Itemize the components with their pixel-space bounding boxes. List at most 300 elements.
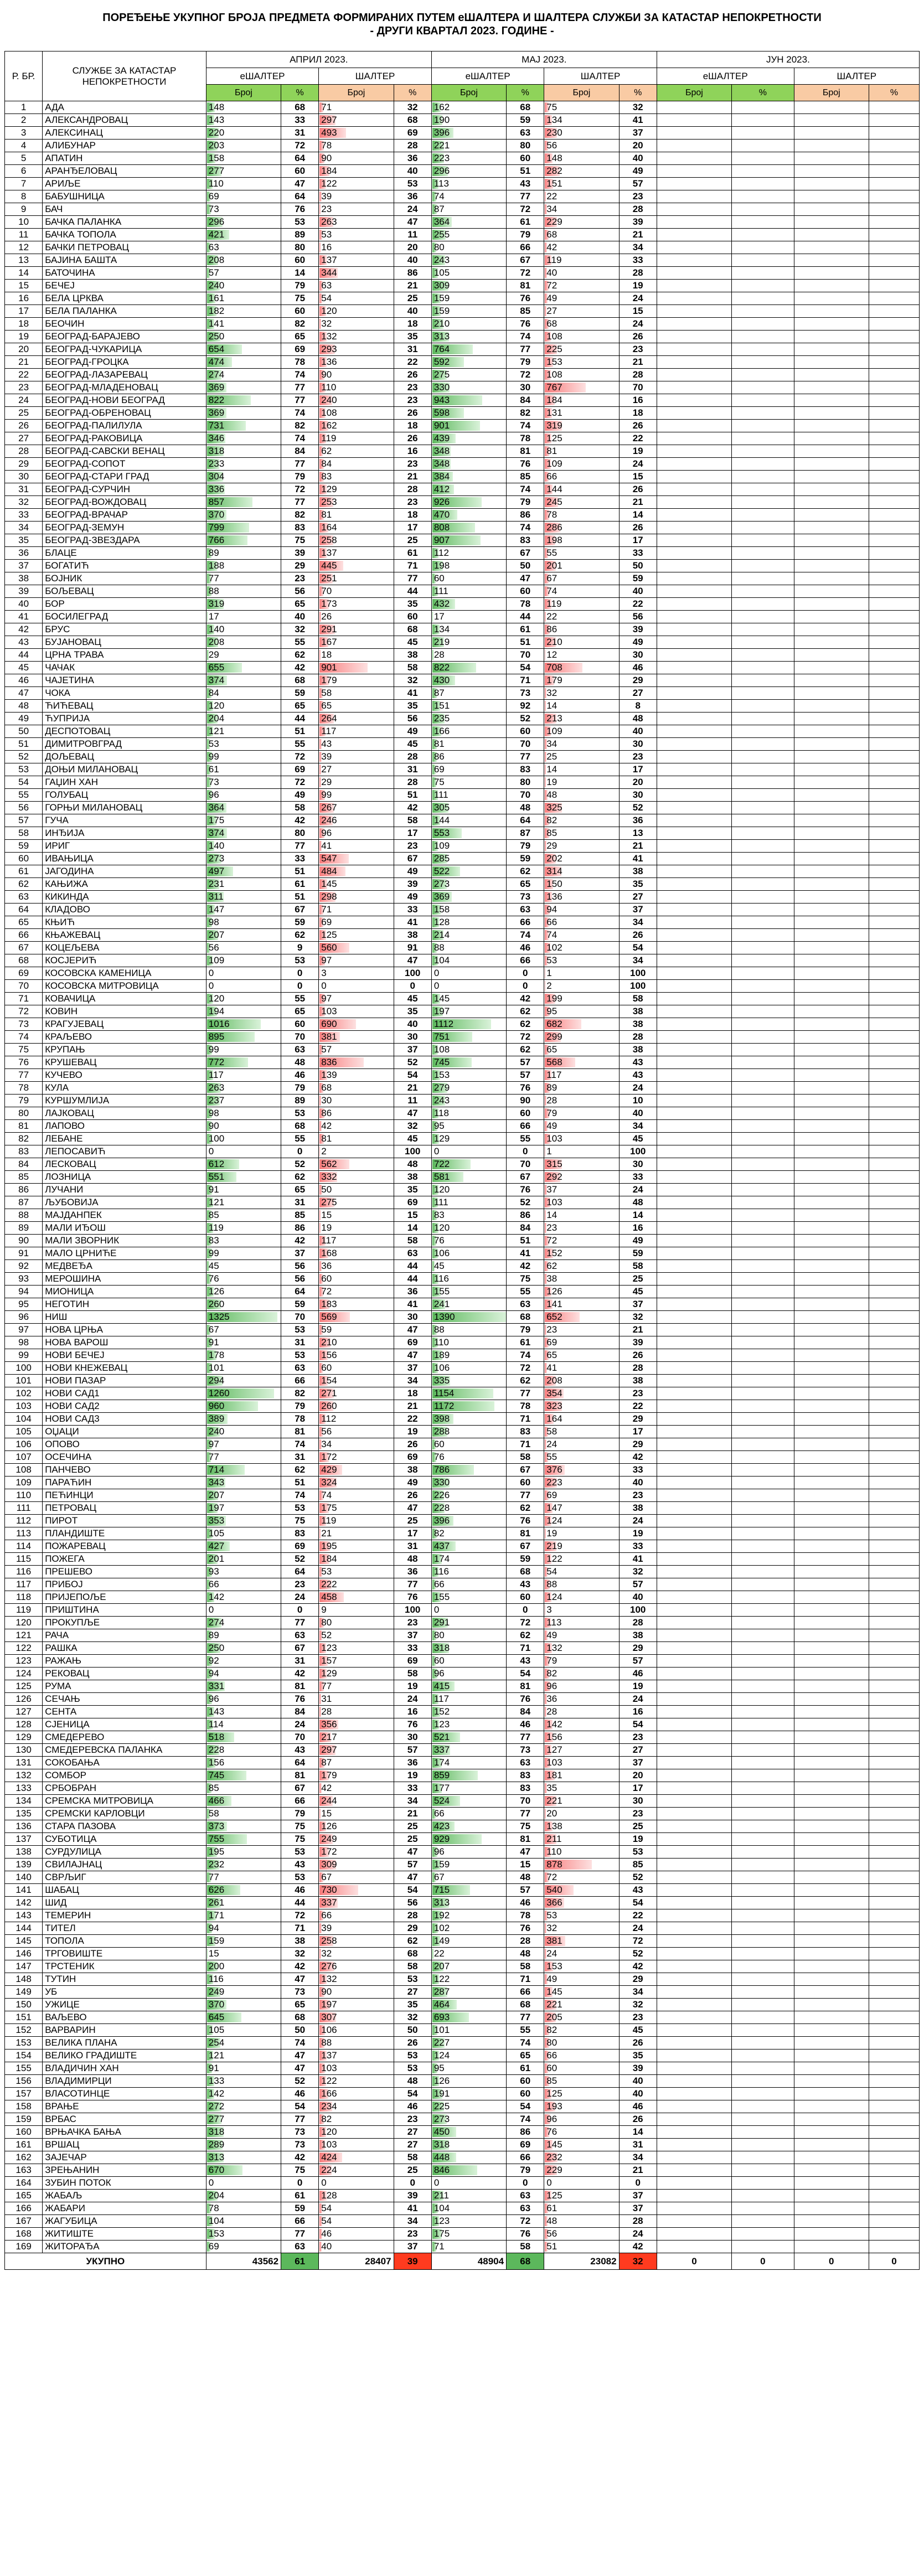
count-value: 323 xyxy=(546,1401,562,1411)
apr-esalter-count xyxy=(206,1744,281,1757)
june-empty-cell xyxy=(794,1731,869,1744)
june-empty-cell xyxy=(732,280,794,292)
apr-esalter-pct: 67 xyxy=(281,1782,319,1795)
june-empty-cell xyxy=(732,2062,794,2075)
june-empty-cell xyxy=(869,2088,919,2100)
june-empty-cell xyxy=(732,1757,794,1769)
may-salter-pct: 59 xyxy=(619,1247,657,1260)
count-value: 82 xyxy=(546,2025,558,2035)
june-empty-cell xyxy=(869,2139,919,2151)
apr-salter-pct: 31 xyxy=(394,343,431,356)
apr-salter-pct: 22 xyxy=(394,356,431,369)
june-empty-cell xyxy=(732,445,794,458)
may-esalter-pct: 72 xyxy=(507,1031,544,1044)
count-value: 90 xyxy=(208,1121,219,1131)
apr-salter-pct: 69 xyxy=(394,1336,431,1349)
may-salter-count xyxy=(544,1362,619,1375)
apr-salter-pct: 35 xyxy=(394,1005,431,1018)
service-name: ЧОКА xyxy=(43,687,207,700)
count-value: 253 xyxy=(321,497,337,507)
june-empty-cell xyxy=(732,1744,794,1757)
may-salter-count xyxy=(544,2011,619,2024)
june-empty-cell xyxy=(657,763,731,776)
count-value: 132 xyxy=(321,331,337,342)
june-empty-cell xyxy=(869,1018,919,1031)
apr-salter-count xyxy=(319,267,394,280)
apr-salter-count xyxy=(319,343,394,356)
june-empty-cell xyxy=(657,1706,731,1718)
june-empty-cell xyxy=(657,993,731,1005)
may-salter-pct: 39 xyxy=(619,2062,657,2075)
count-value: 103 xyxy=(321,2063,337,2073)
count-value: 166 xyxy=(321,2088,337,2099)
count-value: 46 xyxy=(321,2228,332,2239)
june-empty-cell xyxy=(732,853,794,865)
june-empty-cell xyxy=(657,776,731,789)
june-empty-cell xyxy=(869,1196,919,1209)
may-salter-pct: 34 xyxy=(619,1120,657,1133)
may-esalter-count xyxy=(431,1196,506,1209)
apr-esalter-count xyxy=(206,611,281,623)
apr-esalter-count xyxy=(206,1846,281,1859)
count-value: 88 xyxy=(433,942,445,953)
june-empty-cell xyxy=(869,203,919,216)
june-empty-cell xyxy=(794,305,869,318)
row-number: 62 xyxy=(5,878,43,891)
may-salter-count xyxy=(544,942,619,954)
may-esalter-count xyxy=(431,1273,506,1286)
row-number: 52 xyxy=(5,751,43,763)
count-value: 76 xyxy=(208,1273,219,1284)
count-value: 901 xyxy=(321,662,337,673)
june-empty-cell xyxy=(657,636,731,649)
row-number: 30 xyxy=(5,471,43,483)
june-empty-cell xyxy=(869,101,919,114)
june-empty-cell xyxy=(794,381,869,394)
may-salter-pct: 24 xyxy=(619,1184,657,1196)
apr-esalter-pct: 53 xyxy=(281,1871,319,1884)
service-name: СУРДУЛИЦА xyxy=(43,1846,207,1859)
count-value: 184 xyxy=(546,395,562,405)
count-value: 1112 xyxy=(433,1019,454,1029)
may-esalter-pct: 73 xyxy=(507,891,544,904)
june-empty-cell xyxy=(657,1846,731,1859)
may-esalter-pct: 42 xyxy=(507,993,544,1005)
apr-salter-count xyxy=(319,2088,394,2100)
apr-salter-pct: 69 xyxy=(394,1451,431,1464)
count-value: 57 xyxy=(208,267,219,278)
june-empty-cell xyxy=(794,980,869,993)
june-empty-cell xyxy=(794,751,869,763)
count-value: 181 xyxy=(546,1770,562,1780)
table-row xyxy=(5,496,920,509)
may-esalter-pct: 46 xyxy=(507,1718,544,1731)
may-salter-count xyxy=(544,1502,619,1515)
june-empty-cell xyxy=(732,827,794,840)
may-salter-count xyxy=(544,967,619,980)
count-value: 142 xyxy=(208,1592,225,1602)
service-name: КОСОВСКА КАМЕНИЦА xyxy=(43,967,207,980)
apr-esalter-count xyxy=(206,1808,281,1820)
count-value: 95 xyxy=(433,2063,445,2073)
count-value: 123 xyxy=(321,1643,337,1653)
count-value: 54 xyxy=(321,293,332,303)
table-row xyxy=(5,789,920,802)
june-empty-cell xyxy=(657,1591,731,1604)
june-empty-cell xyxy=(794,878,869,891)
may-esalter-pct: 81 xyxy=(507,1680,544,1693)
service-name: КУЛА xyxy=(43,1082,207,1095)
apr-esalter-count xyxy=(206,1005,281,1018)
count-value: 134 xyxy=(546,115,562,125)
june-empty-cell xyxy=(732,1808,794,1820)
row-number: 10 xyxy=(5,216,43,229)
may-esalter-count xyxy=(431,560,506,572)
service-name: НОВА ЦРЊА xyxy=(43,1324,207,1336)
count-value: 95 xyxy=(433,1121,445,1131)
june-empty-cell xyxy=(869,292,919,305)
apr-esalter-pct: 76 xyxy=(281,203,319,216)
apr-salter-pct: 47 xyxy=(394,1107,431,1120)
table-row xyxy=(5,458,920,471)
may-esalter-pct: 79 xyxy=(507,2164,544,2177)
service-name: БЕОГРАД-СТАРИ ГРАД xyxy=(43,471,207,483)
may-salter-pct: 14 xyxy=(619,509,657,522)
count-value: 77 xyxy=(208,1452,219,1462)
may-salter-pct: 56 xyxy=(619,611,657,623)
apr-esalter-pct: 42 xyxy=(281,814,319,827)
apr-salter-count xyxy=(319,713,394,725)
count-value: 67 xyxy=(546,573,558,584)
may-salter-count xyxy=(544,1846,619,1859)
june-empty-cell xyxy=(794,1668,869,1680)
may-esalter-count xyxy=(431,865,506,878)
row-number: 79 xyxy=(5,1095,43,1107)
june-empty-cell xyxy=(794,254,869,267)
may-esalter-pct: 74 xyxy=(507,522,544,534)
count-value: 243 xyxy=(433,255,450,265)
may-esalter-count xyxy=(431,572,506,585)
count-value: 540 xyxy=(546,1885,562,1895)
apr-esalter-count xyxy=(206,2100,281,2113)
apr-esalter-pct: 75 xyxy=(281,1833,319,1846)
apr-esalter-pct: 53 xyxy=(281,1349,319,1362)
table-row xyxy=(5,1578,920,1591)
count-value: 178 xyxy=(208,1350,225,1360)
count-value: 85 xyxy=(208,1210,219,1220)
may-esalter-count xyxy=(431,1031,506,1044)
may-salter-pct: 33 xyxy=(619,547,657,560)
may-salter-pct: 20 xyxy=(619,776,657,789)
apr-esalter-count xyxy=(206,127,281,140)
may-esalter-pct: 92 xyxy=(507,700,544,713)
june-empty-cell xyxy=(794,1655,869,1668)
count-value: 42 xyxy=(321,1783,332,1793)
june-empty-cell xyxy=(869,623,919,636)
june-empty-cell xyxy=(732,611,794,623)
apr-esalter-count xyxy=(206,2113,281,2126)
service-name: РЕКОВАЦ xyxy=(43,1668,207,1680)
june-empty-cell xyxy=(794,114,869,127)
count-value: 15 xyxy=(208,1948,219,1959)
apr-esalter-count xyxy=(206,509,281,522)
may-esalter-pct: 46 xyxy=(507,942,544,954)
row-number: 50 xyxy=(5,725,43,738)
may-esalter-pct: 90 xyxy=(507,1095,544,1107)
apr-esalter-pct: 68 xyxy=(281,674,319,687)
service-name: СМЕДЕРЕВСКА ПАЛАНКА xyxy=(43,1744,207,1757)
june-empty-cell xyxy=(869,636,919,649)
apr-esalter-count xyxy=(206,662,281,674)
apr-salter-pct: 26 xyxy=(394,369,431,381)
apr-salter-count xyxy=(319,636,394,649)
apr-esalter-count xyxy=(206,572,281,585)
apr-esalter-pct: 79 xyxy=(281,471,319,483)
count-value: 458 xyxy=(321,1592,337,1602)
june-empty-cell xyxy=(732,1222,794,1235)
table-row xyxy=(5,420,920,432)
june-empty-cell xyxy=(732,2126,794,2139)
june-empty-cell xyxy=(732,1273,794,1286)
may-salter-pct: 59 xyxy=(619,572,657,585)
count-value: 81 xyxy=(321,1133,332,1144)
service-name: БЕОГРАД-ПАЛИЛУЛА xyxy=(43,420,207,432)
table-row xyxy=(5,585,920,598)
june-empty-cell xyxy=(732,904,794,916)
row-number: 26 xyxy=(5,420,43,432)
june-empty-cell xyxy=(794,1286,869,1298)
count-value: 524 xyxy=(433,1795,450,1806)
apr-salter-pct: 23 xyxy=(394,394,431,407)
may-esalter-count xyxy=(431,2113,506,2126)
count-value: 412 xyxy=(433,484,450,494)
count-value: 145 xyxy=(433,993,450,1004)
may-esalter-pct: 59 xyxy=(507,853,544,865)
june-empty-cell xyxy=(869,649,919,662)
apr-esalter-count xyxy=(206,407,281,420)
count-value: 96 xyxy=(208,1694,219,1704)
count-value: 27 xyxy=(546,306,558,316)
may-salter-pct: 52 xyxy=(619,1948,657,1960)
may-salter-count xyxy=(544,1171,619,1184)
count-value: 28 xyxy=(546,1095,558,1106)
may-salter-pct: 33 xyxy=(619,1540,657,1553)
service-name: НОВА ВАРОШ xyxy=(43,1336,207,1349)
may-esalter-pct: 84 xyxy=(507,394,544,407)
apr-salter-count xyxy=(319,1846,394,1859)
may-esalter-count xyxy=(431,2241,506,2253)
count-value: 245 xyxy=(546,497,562,507)
june-empty-cell xyxy=(869,1451,919,1464)
count-value: 708 xyxy=(546,662,562,673)
june-empty-cell xyxy=(794,369,869,381)
service-name: БЕОГРАД-БАРАЈЕВО xyxy=(43,331,207,343)
may-esalter-pct: 62 xyxy=(507,1044,544,1056)
total-may-e-pct: 68 xyxy=(507,2253,544,2270)
june-empty-cell xyxy=(657,534,731,547)
count-value: 22 xyxy=(433,1948,445,1959)
june-empty-cell xyxy=(732,318,794,331)
may-salter-count xyxy=(544,1986,619,1999)
apr-salter-count xyxy=(319,814,394,827)
apr-esalter-count xyxy=(206,2062,281,2075)
apr-salter-pct: 41 xyxy=(394,1298,431,1311)
service-name: НОВИ САД2 xyxy=(43,1400,207,1413)
may-salter-pct: 52 xyxy=(619,1871,657,1884)
june-empty-cell xyxy=(732,432,794,445)
june-empty-cell xyxy=(657,865,731,878)
apr-esalter-pct: 46 xyxy=(281,1884,319,1897)
count-value: 197 xyxy=(433,1006,450,1016)
june-empty-cell xyxy=(732,814,794,827)
may-salter-pct: 37 xyxy=(619,2190,657,2202)
table-row xyxy=(5,2100,920,2113)
count-value: 319 xyxy=(208,598,225,609)
apr-salter-count xyxy=(319,483,394,496)
june-empty-cell xyxy=(657,687,731,700)
apr-esalter-pct: 77 xyxy=(281,840,319,853)
may-esalter-count xyxy=(431,1158,506,1171)
may-esalter-count xyxy=(431,267,506,280)
june-empty-cell xyxy=(869,509,919,522)
row-number: 67 xyxy=(5,942,43,954)
june-empty-cell xyxy=(869,190,919,203)
apr-esalter-count xyxy=(206,1120,281,1133)
june-empty-cell xyxy=(657,1260,731,1273)
count-value: 55 xyxy=(546,548,558,558)
may-salter-count xyxy=(544,331,619,343)
may-salter-pct: 70 xyxy=(619,381,657,394)
june-empty-cell xyxy=(732,2151,794,2164)
may-esalter-pct: 50 xyxy=(507,560,544,572)
row-number: 68 xyxy=(5,954,43,967)
may-salter-pct: 42 xyxy=(619,1960,657,1973)
count-value: 799 xyxy=(208,522,225,533)
may-esalter-pct: 70 xyxy=(507,649,544,662)
apr-salter-pct: 86 xyxy=(394,267,431,280)
count-value: 50 xyxy=(321,1184,332,1195)
apr-esalter-count xyxy=(206,598,281,611)
apr-esalter-pct: 53 xyxy=(281,1324,319,1336)
june-empty-cell xyxy=(732,738,794,751)
apr-esalter-count xyxy=(206,165,281,178)
may-salter-count xyxy=(544,522,619,534)
june-empty-cell xyxy=(732,394,794,407)
may-esalter-count xyxy=(431,1706,506,1718)
apr-salter-pct: 19 xyxy=(394,1426,431,1438)
apr-esalter-pct: 31 xyxy=(281,1655,319,1668)
count-value: 109 xyxy=(546,458,562,469)
table-row xyxy=(5,1235,920,1247)
count-value: 110 xyxy=(546,1846,562,1857)
count-value: 18 xyxy=(321,649,332,660)
count-value: 211 xyxy=(433,2190,449,2201)
apr-esalter-count xyxy=(206,2177,281,2190)
june-empty-cell xyxy=(657,1107,731,1120)
count-value: 22 xyxy=(546,191,558,202)
service-name: НИШ xyxy=(43,1311,207,1324)
apr-salter-count xyxy=(319,1731,394,1744)
june-empty-cell xyxy=(732,2037,794,2050)
june-empty-cell xyxy=(657,1897,731,1909)
june-empty-cell xyxy=(869,1400,919,1413)
count-value: 234 xyxy=(321,2101,337,2112)
june-empty-cell xyxy=(869,420,919,432)
may-salter-pct: 22 xyxy=(619,432,657,445)
may-esalter-count xyxy=(431,1426,506,1438)
count-value: 232 xyxy=(546,2152,562,2162)
header-jun-salter: ШАЛТЕР xyxy=(794,68,919,85)
may-esalter-count xyxy=(431,1948,506,1960)
apr-salter-pct: 27 xyxy=(394,2126,431,2139)
row-number: 101 xyxy=(5,1375,43,1387)
apr-salter-count xyxy=(319,509,394,522)
may-salter-count xyxy=(544,878,619,891)
table-row xyxy=(5,140,920,152)
count-value: 99 xyxy=(208,751,219,762)
june-empty-cell xyxy=(869,1871,919,1884)
apr-salter-count xyxy=(319,1222,394,1235)
june-empty-cell xyxy=(869,114,919,127)
june-empty-cell xyxy=(657,1909,731,1922)
apr-salter-count xyxy=(319,942,394,954)
june-empty-cell xyxy=(732,1604,794,1617)
june-empty-cell xyxy=(794,649,869,662)
count-value: 274 xyxy=(208,1617,225,1628)
apr-salter-count xyxy=(319,203,394,216)
count-value: 151 xyxy=(546,178,562,189)
count-value: 71 xyxy=(321,102,332,112)
may-salter-pct: 23 xyxy=(619,190,657,203)
apr-esalter-pct: 71 xyxy=(281,1922,319,1935)
apr-esalter-pct: 82 xyxy=(281,509,319,522)
table-row xyxy=(5,1120,920,1133)
count-value: 78 xyxy=(546,509,558,520)
apr-salter-count xyxy=(319,623,394,636)
count-value: 90 xyxy=(321,153,332,163)
june-empty-cell xyxy=(869,763,919,776)
count-value: 125 xyxy=(546,2190,562,2201)
table-row xyxy=(5,1668,920,1680)
count-value: 592 xyxy=(433,357,450,367)
count-value: 907 xyxy=(433,535,450,545)
may-salter-count xyxy=(544,853,619,865)
june-empty-cell xyxy=(794,2037,869,2050)
may-salter-pct: 35 xyxy=(619,878,657,891)
count-value: 0 xyxy=(546,2177,552,2188)
count-value: 251 xyxy=(321,573,337,584)
row-number: 74 xyxy=(5,1031,43,1044)
service-name: СЈЕНИЦА xyxy=(43,1718,207,1731)
apr-esalter-pct: 47 xyxy=(281,2062,319,2075)
may-salter-count xyxy=(544,381,619,394)
may-salter-pct: 13 xyxy=(619,827,657,840)
count-value: 56 xyxy=(321,1426,332,1437)
june-empty-cell xyxy=(794,2164,869,2177)
june-empty-cell xyxy=(657,471,731,483)
apr-salter-count xyxy=(319,2215,394,2228)
count-value: 258 xyxy=(321,1935,337,1946)
count-value: 66 xyxy=(546,471,558,482)
count-value: 69 xyxy=(546,1490,558,1500)
count-value: 87 xyxy=(321,1757,332,1768)
count-value: 895 xyxy=(208,1031,225,1042)
table-row xyxy=(5,254,920,267)
apr-salter-pct: 53 xyxy=(394,2050,431,2062)
count-value: 98 xyxy=(208,917,219,927)
may-salter-count xyxy=(544,1324,619,1336)
june-empty-cell xyxy=(869,674,919,687)
